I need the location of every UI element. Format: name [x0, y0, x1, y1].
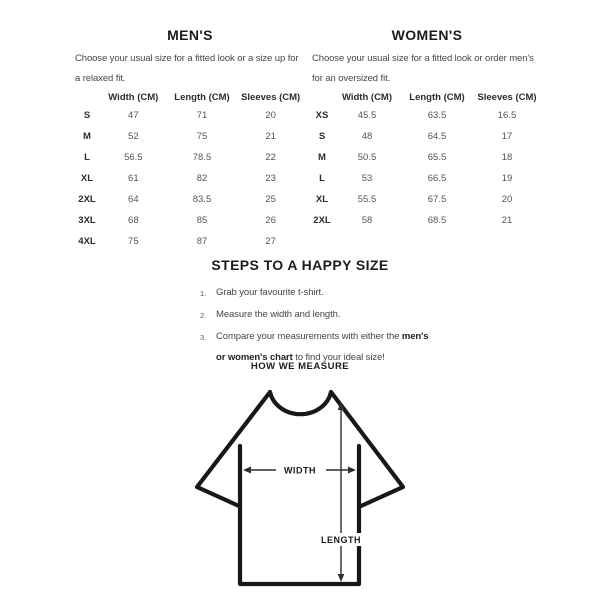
sleeves-column-header: Sleeves (CM)	[477, 91, 537, 103]
mens-size-table	[75, 89, 305, 252]
size-value: 83.5	[192, 194, 212, 205]
sleeves-column-header: Sleeves (CM)	[241, 91, 301, 103]
size-label: XL	[315, 194, 329, 205]
size-value: 87	[196, 236, 208, 247]
womens-size-section	[312, 20, 542, 231]
size-value: 22	[265, 152, 276, 163]
size-label: 3XL	[78, 215, 96, 226]
step-text: Measure the width and length.	[216, 309, 341, 320]
size-value: 63.5	[427, 110, 447, 121]
size-row	[75, 168, 305, 189]
size-value: 52	[128, 131, 139, 142]
size-column-header	[75, 89, 99, 105]
tshirt-neckline	[270, 392, 331, 414]
size-row	[312, 147, 542, 168]
size-row	[312, 126, 542, 147]
size-value: 85	[196, 215, 208, 226]
step-number: 3.	[200, 333, 207, 342]
womens-description: Choose your usual size for a fitted look or order men's for an oversized fit.	[312, 53, 534, 84]
size-value: 45.5	[357, 110, 377, 121]
size-value: 56.5	[124, 152, 143, 163]
measure-title: HOW WE MEASURE	[250, 361, 350, 372]
size-value: 71	[196, 110, 208, 121]
size-row	[75, 126, 305, 147]
size-label: S	[318, 131, 326, 142]
size-label: M	[83, 131, 91, 142]
size-value: 20	[501, 194, 513, 205]
size-value: 64	[128, 194, 139, 205]
size-label: XL	[80, 173, 94, 184]
size-label: 4XL	[78, 236, 96, 247]
mens-title: MEN'S	[167, 27, 213, 43]
size-value: 75	[128, 236, 139, 247]
mens-description: Choose your usual size for a fitted look or a size up for a relaxed fit.	[75, 53, 299, 84]
size-row	[312, 105, 542, 126]
size-value: 25	[265, 194, 276, 205]
size-value: 75	[196, 131, 208, 142]
size-value: 48	[361, 131, 373, 142]
size-label: L	[84, 152, 90, 163]
size-value: 17	[501, 131, 513, 142]
womens-size-table	[312, 89, 542, 231]
womens-table-header-row	[312, 89, 542, 105]
size-label: 2XL	[313, 215, 331, 226]
size-value: 68.5	[427, 215, 447, 226]
step-number: 1.	[200, 289, 207, 298]
steps-section	[0, 252, 600, 368]
size-value: 82	[196, 173, 208, 184]
length-column-header: Length (CM)	[174, 91, 230, 103]
width-arrowhead-right	[348, 467, 356, 474]
size-label: M	[318, 152, 326, 163]
size-label: L	[319, 173, 325, 184]
width-column-header: Width (CM)	[341, 91, 393, 103]
size-row	[75, 231, 305, 252]
size-value: 19	[501, 173, 513, 184]
size-value: 47	[128, 110, 139, 121]
size-value: 23	[265, 173, 276, 184]
size-value: 65.5	[427, 152, 447, 163]
mens-table-header-row	[75, 89, 305, 105]
size-value: 27	[265, 236, 276, 247]
size-row	[312, 168, 542, 189]
size-value: 67.5	[427, 194, 447, 205]
size-row	[75, 105, 305, 126]
size-value: 20	[265, 110, 276, 121]
size-value: 66.5	[427, 173, 447, 184]
size-value: 55.5	[357, 194, 377, 205]
size-value: 18	[501, 152, 513, 163]
step-number: 2.	[200, 311, 207, 320]
size-label: S	[83, 110, 91, 121]
size-row	[312, 210, 542, 231]
size-value: 64.5	[427, 131, 447, 142]
size-value: 53	[361, 173, 373, 184]
measure-section	[0, 360, 600, 374]
tshirt-diagram	[180, 386, 420, 598]
length-column-header: Length (CM)	[409, 91, 465, 103]
step-item	[200, 304, 440, 326]
size-row	[75, 189, 305, 210]
size-value: 26	[265, 215, 276, 226]
size-value: 21	[265, 131, 276, 142]
size-row	[75, 210, 305, 231]
size-value: 58	[361, 215, 373, 226]
size-label: XS	[315, 110, 329, 121]
tshirt-left-sleeve	[197, 392, 270, 506]
size-value: 16.5	[497, 110, 517, 121]
steps-list	[200, 282, 440, 368]
size-value: 61	[128, 173, 139, 184]
length-arrowhead-bottom	[338, 574, 345, 582]
width-arrowhead-left	[243, 467, 251, 474]
step-item	[200, 282, 440, 304]
steps-title: STEPS TO A HAPPY SIZE	[211, 257, 389, 273]
tshirt-outline	[197, 392, 403, 584]
size-label: 2XL	[78, 194, 96, 205]
size-value: 50.5	[357, 152, 377, 163]
length-label: LENGTH	[321, 535, 361, 545]
mens-size-section	[75, 20, 305, 252]
size-value: 78.5	[192, 152, 212, 163]
womens-title: WOMEN'S	[391, 27, 463, 43]
size-value: 21	[501, 215, 513, 226]
width-label: WIDTH	[284, 465, 316, 476]
size-row	[312, 189, 542, 210]
width-column-header: Width (CM)	[108, 91, 159, 103]
step-text: Compare your measurements with either the men's or women's chart to find your ideal size!	[216, 331, 429, 363]
step-text: Grab your favourite t-shirt.	[216, 287, 324, 298]
size-value: 68	[128, 215, 139, 226]
size-column-header	[312, 89, 332, 105]
width-arrow	[243, 466, 356, 476]
size-row	[75, 147, 305, 168]
